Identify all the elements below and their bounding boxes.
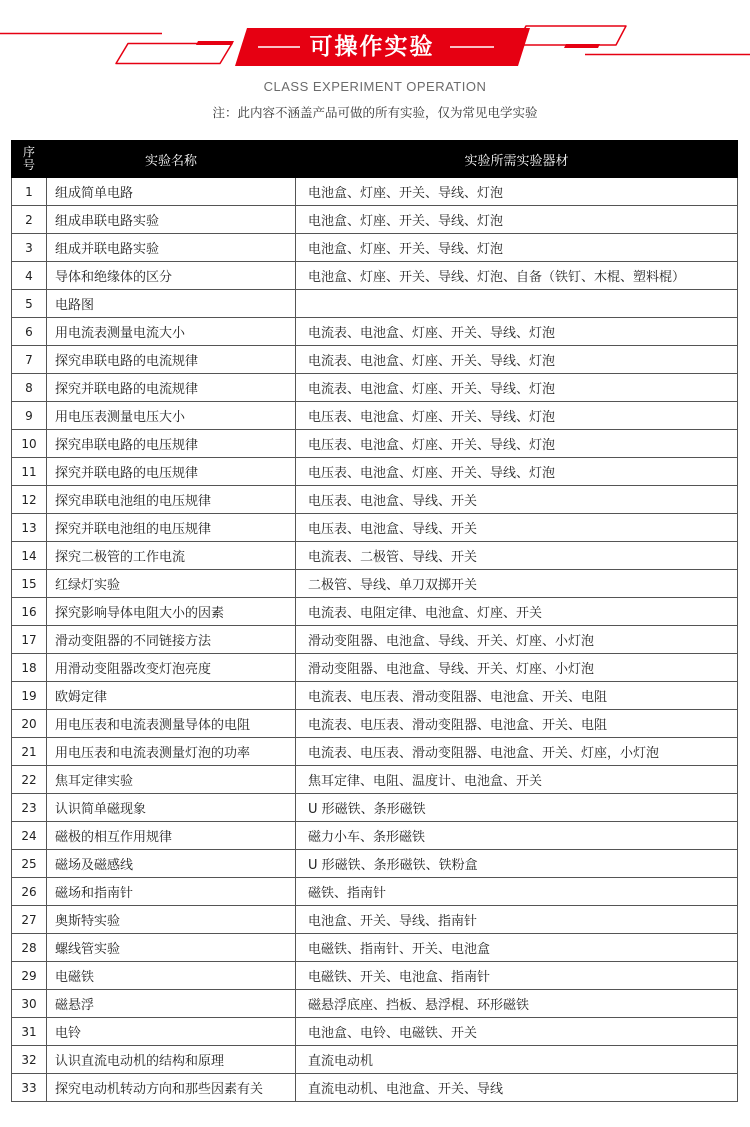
experiment-name: 红绿灯实验 [47,570,296,598]
row-number: 26 [12,878,47,906]
experiment-name: 认识直流电动机的结构和原理 [47,1046,296,1074]
row-number: 20 [12,710,47,738]
experiment-name: 用电流表测量电流大小 [47,318,296,346]
equipment-list: 滑动变阻器、电池盒、导线、开关、灯座、小灯泡 [296,654,738,682]
equipment-list: 电流表、电池盒、灯座、开关、导线、灯泡 [296,374,738,402]
table-row [12,486,738,514]
table-row [12,1018,738,1046]
equipment-list: U 形磁铁、条形磁铁、铁粉盒 [296,850,738,878]
experiment-name: 组成串联电路实验 [47,206,296,234]
equipment-list: 直流电动机 [296,1046,738,1074]
experiment-name: 导体和绝缘体的区分 [47,262,296,290]
experiment-name: 探究并联电路的电流规律 [47,374,296,402]
experiment-name: 磁场及磁感线 [47,850,296,878]
table-row [12,262,738,290]
experiment-name: 奥斯特实验 [47,906,296,934]
table-row [12,402,738,430]
table-row [12,878,738,906]
row-number: 19 [12,682,47,710]
experiment-name: 电铃 [47,1018,296,1046]
row-number: 25 [12,850,47,878]
experiment-name: 组成简单电路 [47,178,296,206]
table-row [12,626,738,654]
row-number: 3 [12,234,47,262]
table-row [12,738,738,766]
experiment-name: 用电压表和电流表测量灯泡的功率 [47,738,296,766]
equipment-list: 电压表、电池盒、灯座、开关、导线、灯泡 [296,430,738,458]
experiment-name: 探究二极管的工作电流 [47,542,296,570]
table-row [12,430,738,458]
equipment-list: 磁铁、指南针 [296,878,738,906]
experiment-name: 探究串联电池组的电压规律 [47,486,296,514]
table-row [12,514,738,542]
title-banner [0,0,750,80]
equipment-list: 电池盒、灯座、开关、导线、灯泡 [296,178,738,206]
row-number: 28 [12,934,47,962]
experiment-name: 欧姆定律 [47,682,296,710]
experiment-name: 焦耳定律实验 [47,766,296,794]
row-number: 1 [12,178,47,206]
table-row [12,318,738,346]
row-number: 14 [12,542,47,570]
equipment-list: 电池盒、开关、导线、指南针 [296,906,738,934]
table-row [12,654,738,682]
experiment-name: 用电压表和电流表测量导体的电阻 [47,710,296,738]
table-row [12,934,738,962]
table-row [12,794,738,822]
experiment-name: 用滑动变阻器改变灯泡亮度 [47,654,296,682]
experiment-name: 磁极的相互作用规律 [47,822,296,850]
row-number: 24 [12,822,47,850]
table-row [12,234,738,262]
equipment-list: 焦耳定律、电阻、温度计、电池盒、开关 [296,766,738,794]
row-number: 30 [12,990,47,1018]
table-row [12,682,738,710]
equipment-list: 直流电动机、电池盒、开关、导线 [296,1074,738,1102]
equipment-list: 电压表、电池盒、灯座、开关、导线、灯泡 [296,458,738,486]
row-number: 7 [12,346,47,374]
equipment-list: 电流表、电压表、滑动变阻器、电池盒、开关、电阻 [296,710,738,738]
experiment-name: 探究并联电路的电压规律 [47,458,296,486]
equipment-list: 电池盒、灯座、开关、导线、灯泡 [296,234,738,262]
equipment-list: 电池盒、灯座、开关、导线、灯泡 [296,206,738,234]
experiment-name: 探究串联电路的电压规律 [47,430,296,458]
equipment-list: 电流表、电压表、滑动变阻器、电池盒、开关、电阻 [296,682,738,710]
experiment-table [11,140,738,1102]
experiment-name: 电路图 [47,290,296,318]
experiment-name: 用电压表测量电压大小 [47,402,296,430]
column-header-number: 序 号 [12,141,47,178]
table-row [12,822,738,850]
experiment-name: 探究影响导体电阻大小的因素 [47,598,296,626]
row-number: 27 [12,906,47,934]
table-row [12,458,738,486]
row-number: 9 [12,402,47,430]
experiment-name: 组成并联电路实验 [47,234,296,262]
row-number: 4 [12,262,47,290]
table-row [12,766,738,794]
row-number: 11 [12,458,47,486]
row-number: 32 [12,1046,47,1074]
row-number: 13 [12,514,47,542]
table-row [12,178,738,206]
experiment-name: 滑动变阻器的不同链接方法 [47,626,296,654]
experiment-name: 螺线管实验 [47,934,296,962]
equipment-list: 滑动变阻器、电池盒、导线、开关、灯座、小灯泡 [296,626,738,654]
table-row [12,570,738,598]
table-row [12,542,738,570]
row-number: 15 [12,570,47,598]
equipment-list: 电压表、电池盒、导线、开关 [296,486,738,514]
table-row [12,990,738,1018]
equipment-list: 电压表、电池盒、灯座、开关、导线、灯泡 [296,402,738,430]
row-number: 12 [12,486,47,514]
row-number: 10 [12,430,47,458]
row-number: 6 [12,318,47,346]
column-header-equipment: 实验所需实验器材 [296,141,738,178]
row-number: 33 [12,1074,47,1102]
row-number: 23 [12,794,47,822]
column-header-name: 实验名称 [47,141,296,178]
table-row [12,850,738,878]
table-row [12,598,738,626]
equipment-list: 电流表、电池盒、灯座、开关、导线、灯泡 [296,318,738,346]
table-row [12,290,738,318]
equipment-list: 电流表、电池盒、灯座、开关、导线、灯泡 [296,346,738,374]
row-number: 21 [12,738,47,766]
table-row [12,374,738,402]
equipment-list: 电池盒、电铃、电磁铁、开关 [296,1018,738,1046]
equipment-list: 二极管、导线、单刀双掷开关 [296,570,738,598]
equipment-list: 磁力小车、条形磁铁 [296,822,738,850]
row-number: 22 [12,766,47,794]
equipment-list: 电压表、电池盒、导线、开关 [296,514,738,542]
row-number: 8 [12,374,47,402]
experiment-name: 探究串联电路的电流规律 [47,346,296,374]
table-row [12,206,738,234]
row-number: 5 [12,290,47,318]
page-title: 可操作实验 [309,34,435,60]
table-header-row [12,141,738,178]
table-row [12,346,738,374]
equipment-list: U 形磁铁、条形磁铁 [296,794,738,822]
experiment-name: 探究电动机转动方向和那些因素有关 [47,1074,296,1102]
row-number: 17 [12,626,47,654]
equipment-list: 电流表、电阻定律、电池盒、灯座、开关 [296,598,738,626]
row-number: 29 [12,962,47,990]
table-row [12,1074,738,1102]
experiment-name: 磁悬浮 [47,990,296,1018]
table-row [12,710,738,738]
page-note: 注：此内容不涵盖产品可做的所有实验，仅为常见电学实验 [212,105,538,120]
equipment-list: 电流表、二极管、导线、开关 [296,542,738,570]
table-body [12,178,738,1102]
table-row [12,962,738,990]
experiment-name: 认识简单磁现象 [47,794,296,822]
table-row [12,906,738,934]
equipment-list: 电磁铁、指南针、开关、电池盒 [296,934,738,962]
equipment-list [296,290,738,318]
experiment-name: 磁场和指南针 [47,878,296,906]
equipment-list: 电磁铁、开关、电池盒、指南针 [296,962,738,990]
row-number: 31 [12,1018,47,1046]
row-number: 2 [12,206,47,234]
equipment-list: 电流表、电压表、滑动变阻器、电池盒、开关、灯座，小灯泡 [296,738,738,766]
equipment-list: 电池盒、灯座、开关、导线、灯泡、自备（铁钉、木棍、塑料棍） [296,262,738,290]
experiment-name: 探究并联电池组的电压规律 [47,514,296,542]
row-number: 16 [12,598,47,626]
equipment-list: 磁悬浮底座、挡板、悬浮棍、环形磁铁 [296,990,738,1018]
table-row [12,1046,738,1074]
page-subtitle: CLASS EXPERIMENT OPERATION [263,79,487,94]
row-number: 18 [12,654,47,682]
experiment-name: 电磁铁 [47,962,296,990]
